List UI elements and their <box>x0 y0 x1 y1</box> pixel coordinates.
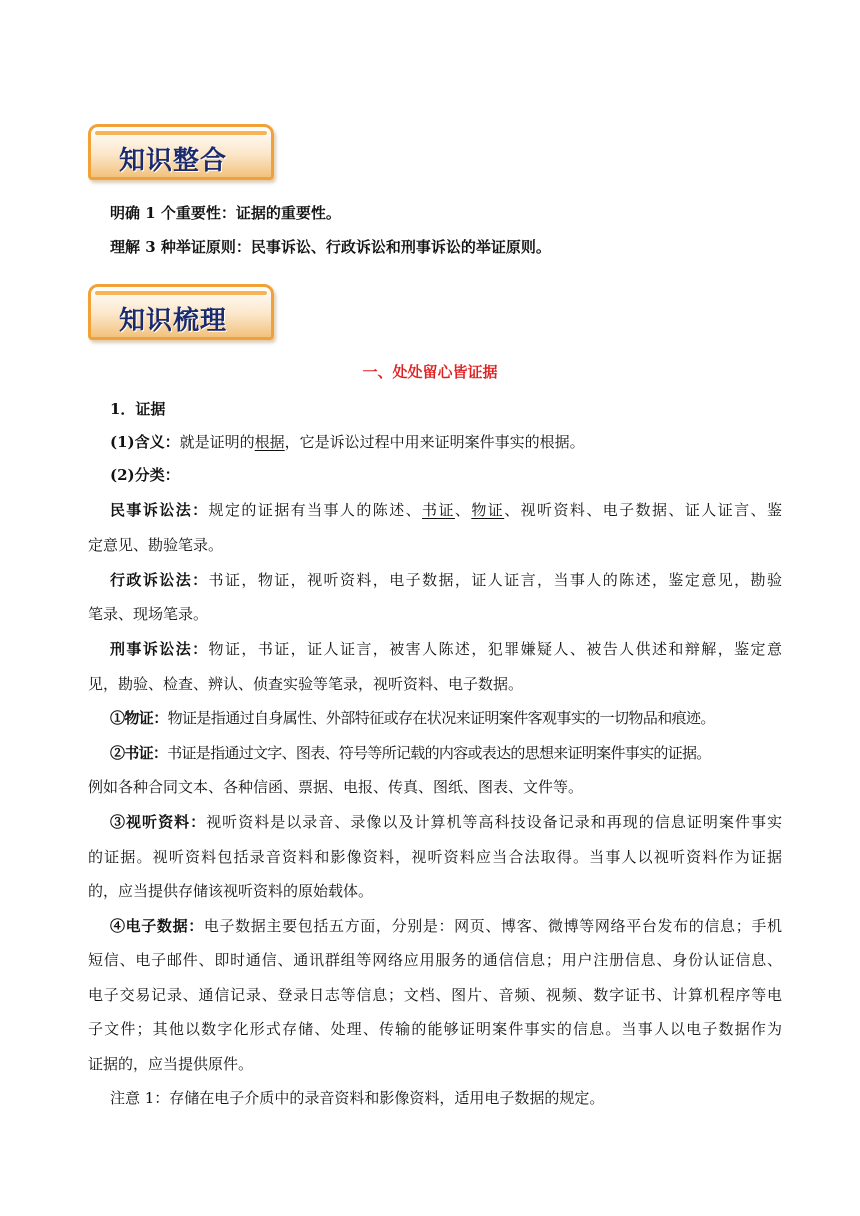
knowledge-outline-banner <box>88 284 274 340</box>
electronic-label: ④电子数据： <box>110 917 204 935</box>
audiovisual-text: 视听资料是以录音、录像以及计算机等高科技设备记录和再现的信息证明案件事实 <box>206 813 782 831</box>
civil-text-2: 、视听资料、电子数据、证人证言、鉴 <box>504 501 782 519</box>
meaning-paragraph <box>110 433 782 451</box>
electronic-text: 电子数据主要包括五方面，分别是：网页、博客、微博等网络平台发布的信息；手机 <box>203 917 782 935</box>
electronic-line-1 <box>110 917 782 935</box>
physical-text: 物证是指通过自身属性、外部特征或存在状况来证明案件客观事实的一切物品和痕迹。 <box>167 709 715 727</box>
criminal-label: 刑事诉讼法： <box>110 640 209 658</box>
audiovisual-line-2: 的证据。视听资料包括录音资料和影像资料，视听资料应当合法取得。当事人以视听资料作为证据 <box>88 848 782 866</box>
meaning-post: ，它是诉讼过程中用来证明案件事实的根据。 <box>284 433 585 451</box>
electronic-line-3: 电子交易记录、通信记录、登录日志等信息；文档、图片、音频、视频、数字证书、计算机程序等电 <box>88 986 782 1004</box>
meaning-label: (1)含义： <box>110 433 180 451</box>
classification-label: (2)分类： <box>110 466 180 484</box>
documentary-label: ②书证： <box>110 744 168 762</box>
documentary-line-1 <box>110 744 782 762</box>
audiovisual-label: ③视听资料： <box>110 813 207 831</box>
note-1: 注意 1：存储在电子介质中的录音资料和影像资料，适用电子数据的规定。 <box>110 1089 605 1107</box>
meaning-underlined: 根据 <box>254 433 285 451</box>
documentary-line-2: 例如各种合同文本、各种信函、票据、电报、传真、图纸、图表、文件等。 <box>88 778 584 796</box>
electronic-line-4: 子文件；其他以数字化形式存储、处理、传输的能够证明案件事实的信息。当事人以电子数据作为 <box>88 1020 782 1038</box>
criminal-line-1 <box>110 640 782 658</box>
civil-physical: 物证 <box>471 501 505 519</box>
electronic-line-5: 证据的，应当提供原件。 <box>88 1055 254 1073</box>
meaning-pre: 就是证明的 <box>179 433 255 451</box>
admin-text: 书证，物证，视听资料，电子数据，证人证言，当事人的陈述，鉴定意见，勘验 <box>208 571 782 589</box>
civil-sep: 、 <box>454 501 472 519</box>
intro-line-1: 明确 1 个重要性：证据的重要性。 <box>110 204 341 222</box>
civil-text: 规定的证据有当事人的陈述、 <box>208 501 423 519</box>
section-title: 一、处处留心皆证据 <box>362 363 498 381</box>
criminal-text: 物证，书证，证人证言，被害人陈述，犯罪嫌疑人、被告人供述和辩解，鉴定意 <box>208 640 782 658</box>
physical-label: ①物证： <box>110 709 168 727</box>
civil-line-2: 定意见、勘验笔录。 <box>88 536 224 554</box>
physical-evidence-line <box>110 709 782 727</box>
knowledge-integration-banner <box>88 124 274 180</box>
civil-label: 民事诉讼法： <box>110 501 209 519</box>
audiovisual-line-3: 的，应当提供存储该视听资料的原始载体。 <box>88 882 374 900</box>
criminal-line-2: 见，勘验、检查、辨认、侦查实验等笔录，视听资料、电子数据。 <box>88 675 524 693</box>
documentary-text: 书证是指通过文字、图表、符号等所记载的内容或表达的思想来证明案件事实的证据。 <box>167 744 711 762</box>
admin-label: 行政诉讼法： <box>110 571 209 589</box>
civil-documentary: 书证 <box>422 501 455 519</box>
admin-line-1 <box>110 571 782 589</box>
intro-line-2: 理解 3 种举证原则：民事诉讼、行政诉讼和刑事诉讼的举证原则。 <box>110 238 551 256</box>
banner-title: 知识整合 <box>119 146 228 176</box>
admin-line-2: 笔录、现场笔录。 <box>88 605 209 623</box>
civil-line-1 <box>110 501 782 519</box>
banner-title: 知识梳理 <box>119 306 228 336</box>
electronic-line-2: 短信、电子邮件、即时通信、通讯群组等网络应用服务的通信信息；用户注册信息、身份认证信息、 <box>88 951 782 969</box>
evidence-subheading: 1．证据 <box>110 400 166 418</box>
audiovisual-line-1 <box>110 813 782 831</box>
